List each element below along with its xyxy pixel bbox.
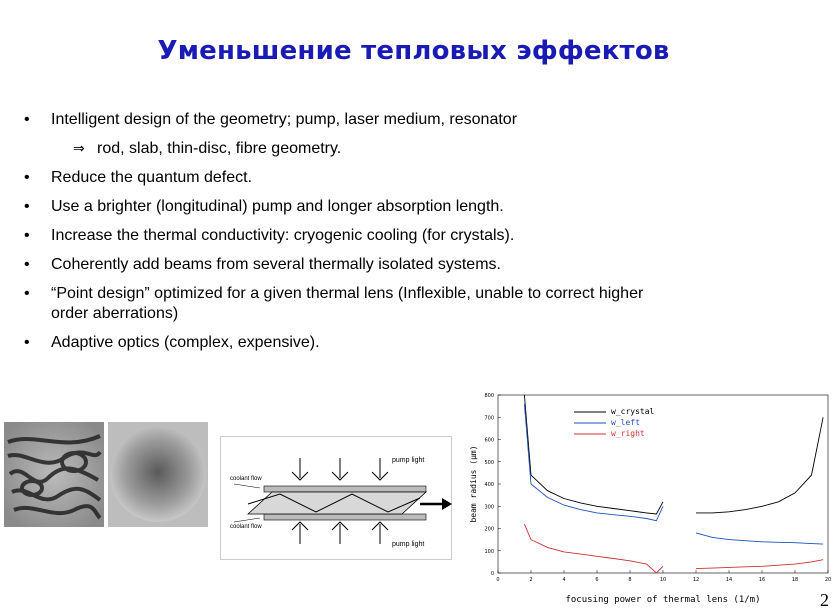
bullet-marker: •: [24, 334, 30, 351]
bullet-text: Use a brighter (longitudinal) pump and longer absorption length.: [51, 198, 504, 215]
y-tick-label: 500: [484, 459, 494, 466]
bullet-marker: •: [24, 256, 30, 273]
x-tick-label: 0: [496, 577, 500, 583]
slab-geometry-diagram: [220, 436, 452, 560]
y-tick-label: 200: [484, 526, 494, 533]
y-tick-label: 0: [490, 571, 494, 577]
bullet-marker: •: [24, 198, 30, 215]
legend-label: w_right: [611, 429, 645, 438]
bullet-marker: •: [24, 285, 30, 302]
y-tick-label: 100: [484, 548, 494, 555]
y-tick-label: 600: [484, 437, 494, 444]
y-tick-label: 700: [484, 415, 494, 422]
bullet-text: Reduce the quantum defect.: [51, 169, 253, 186]
x-tick-label: 10: [659, 577, 667, 583]
bullet-marker: •: [24, 227, 30, 244]
x-tick-label: 20: [824, 577, 832, 583]
plot-area: [498, 395, 828, 573]
bullet-text: “Point design” optimized for a given thermal lens (Inflexible, unable to correct higher order aberrations): [51, 285, 644, 322]
x-axis-label: focusing power of thermal lens (1/m): [565, 595, 761, 605]
bullet-item: [24, 284, 684, 324]
page-number: 2: [820, 590, 829, 610]
legend-label: w_crystal: [611, 407, 655, 416]
x-tick-label: 14: [725, 577, 733, 583]
bullet-item: [24, 333, 784, 353]
sub-bullet-item: [24, 139, 784, 159]
x-tick-label: 6: [595, 577, 599, 583]
bullet-item: [24, 197, 784, 217]
pump-light-top-label: pump light: [392, 457, 425, 464]
y-tick-label: 300: [484, 504, 494, 511]
y-tick-label: 800: [484, 393, 494, 399]
bullet-text: Increase the thermal conductivity: cryogenic cooling (for crystals).: [51, 227, 515, 244]
x-tick-label: 12: [692, 577, 700, 583]
coolant-flow-top-label: coolant flow: [230, 476, 262, 482]
bullet-text: Coherently add beams from several thermally isolated systems.: [51, 256, 501, 273]
interferogram-corrected-image: [108, 422, 208, 527]
legend-label: w_left: [611, 418, 640, 427]
bullet-item: [24, 226, 784, 246]
x-tick-label: 18: [791, 577, 799, 583]
x-tick-label: 16: [758, 577, 766, 583]
coolant-layer-top: [264, 486, 426, 492]
x-tick-label: 4: [562, 577, 566, 583]
beam-radius-chart: [456, 384, 834, 606]
implies-arrow-icon: ⇒: [73, 141, 85, 157]
slide-title: Уменьшение тепловых эффектов: [157, 36, 670, 66]
x-tick-label: 2: [529, 577, 533, 583]
pump-light-bottom-label: pump light: [392, 541, 425, 548]
bullet-item: [24, 110, 784, 130]
bullet-text: Intelligent design of the geometry; pump, laser medium, resonator: [51, 111, 518, 128]
bullet-item: [24, 168, 784, 188]
bullet-text: Adaptive optics (complex, expensive).: [51, 334, 320, 351]
coolant-layer-bottom: [264, 514, 426, 520]
sub-bullet-text: rod, slab, thin-disc, fibre geometry.: [97, 140, 342, 157]
coolant-flow-bottom-label: coolant flow: [230, 524, 262, 530]
bullet-list: [24, 110, 784, 353]
y-axis-label: beam radius (µm): [469, 445, 478, 523]
bullet-marker: •: [24, 169, 30, 186]
bullet-item: [24, 255, 784, 275]
interferogram-distorted-image: [4, 422, 104, 527]
bullet-marker: •: [24, 111, 30, 128]
y-tick-label: 400: [484, 482, 494, 488]
x-tick-label: 8: [628, 577, 632, 583]
